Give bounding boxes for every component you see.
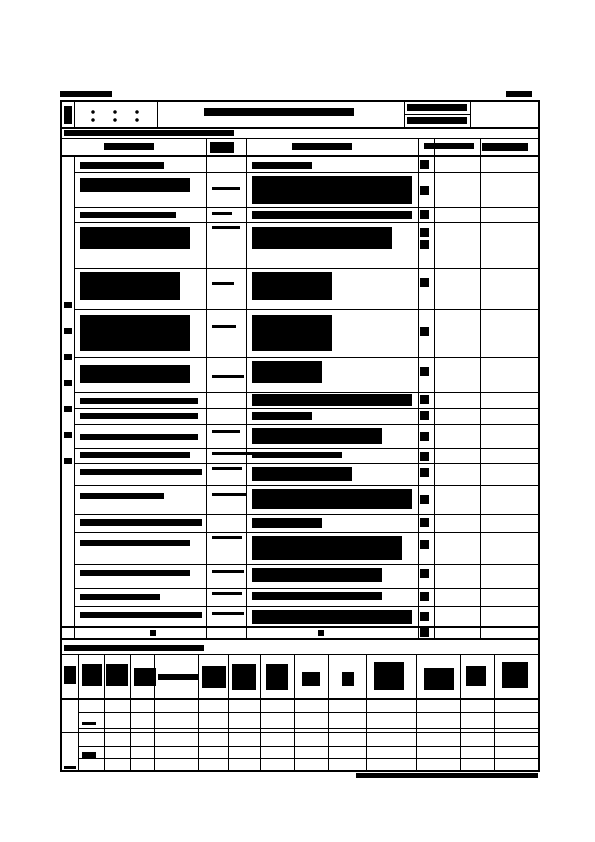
date-dots	[82, 108, 152, 122]
lower-row-mark-1	[82, 722, 96, 725]
footer-note	[356, 773, 538, 778]
form-id-cell	[64, 106, 72, 124]
col-header-5	[482, 143, 528, 151]
col-header-content	[292, 143, 352, 150]
col-header-item	[104, 143, 154, 150]
tax-form	[60, 100, 540, 772]
lower-row-mark-2	[82, 752, 96, 758]
lower-caption	[64, 645, 204, 651]
side-label-marks	[64, 302, 72, 482]
reception-box-top	[407, 104, 467, 111]
lower-col-headers	[62, 654, 538, 698]
section-caption	[64, 130, 234, 136]
form-code-right	[506, 91, 532, 97]
col-header-4	[424, 143, 474, 149]
reception-box-bottom	[407, 117, 467, 124]
col-header-code	[210, 142, 234, 153]
form-code-left	[60, 91, 112, 97]
lower-left-mark	[64, 766, 76, 769]
form-title	[204, 108, 354, 116]
